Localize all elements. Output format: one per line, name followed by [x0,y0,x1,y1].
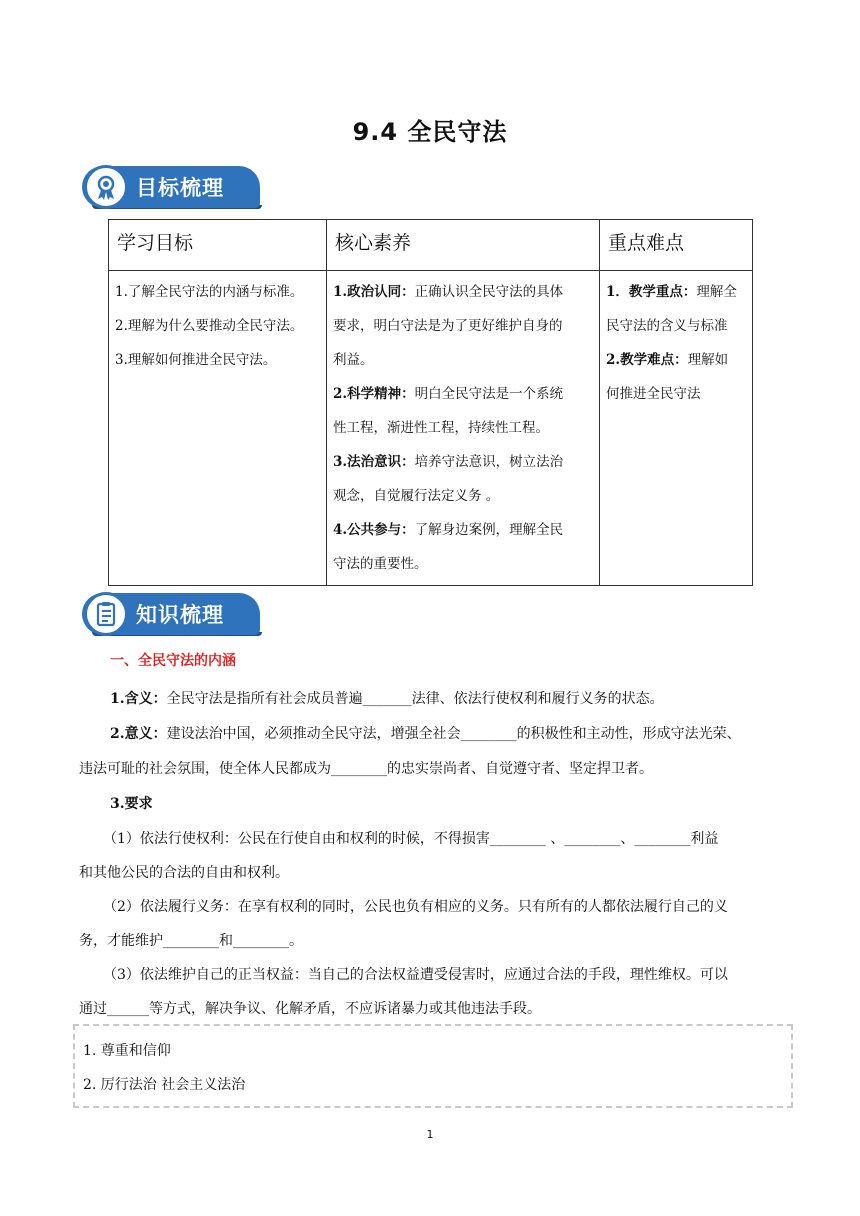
award-ribbon-icon [84,165,128,209]
key-point-label: 2.教学难点： [606,352,688,368]
requirement-3: （3）依法维护自己的正当权益：当自己的合法权益遭受侵害时，应通过合法的手段，理性维权。可以 [103,967,728,983]
paragraph-text: 全民守法是指所有社会成员普遍_______法律、依法行使权利和履行义务的状态。 [166,691,664,707]
paragraph-requirements-label [110,793,816,813]
competency-label: 4.公共参与： [333,522,415,538]
requirement-2: （2）依法履行义务：在享有权利的同时，公民也负有相应的义务。只有所有的人都依法履行自己的义 [103,899,728,915]
key-point-text: 理解如 [687,352,729,368]
competency-text: 守法的重要性。 [333,556,428,572]
answer-item: 2. 厉行法治 社会主义法治 [83,1077,246,1093]
requirement-3-cont: 通过______等方式，解决争议、化解矛盾，不应诉诸暴力或其他违法手段。 [79,1001,541,1017]
competency-text: 要求，明白守法是为了更好维护自身的 [333,318,563,334]
goal-item: 3.理解如何推进全民守法。 [115,352,277,368]
competency-label: 2.科学精神： [333,386,415,402]
section-heading: 一、全民守法的内涵 [110,653,236,669]
competency-text: 观念，自觉履行法定义务 。 [333,488,500,504]
header-core-competencies: 核心素养 [327,220,600,271]
key-point-text: 何推进全民守法 [606,386,701,402]
paragraph-label: 1.含义： [110,691,167,707]
answer-box [73,1024,793,1108]
paragraph-label: 3.要求 [110,796,153,812]
goal-item: 2.理解为什么要推动全民守法。 [115,318,304,334]
paragraph-text: 违法可耻的社会氛围，使全体人民都成为________的忠实崇尚者、自觉遵守者、坚定捍卫者。 [79,761,653,777]
competency-text: 性工程，渐进性工程，持续性工程。 [333,420,549,436]
banner-label: 知识梳理 [136,603,224,627]
header-key-points: 重点难点 [600,220,753,271]
competency-label: 3.法治意识： [333,454,415,470]
paragraph-label: 2.意义： [110,726,167,742]
key-point-label: 1．教学重点： [606,284,697,300]
learning-goals-cell [109,271,327,586]
goal-item: 1.了解全民守法的内涵与标准。 [115,284,304,300]
page-number: 1 [426,1128,434,1141]
section-banner-knowledge [82,590,262,638]
goals-table [108,219,753,586]
competency-text: 培养守法意识，树立法治 [414,454,564,470]
key-points-cell [600,271,753,586]
banner-label: 目标梳理 [136,176,224,200]
competency-text: 明白全民守法是一个系统 [414,386,564,402]
paragraph-definition [110,688,790,708]
competency-text: 正确认识全民守法的具体 [414,284,564,300]
competency-text: 利益。 [333,352,374,368]
header-learning-goals: 学习目标 [109,220,327,271]
requirement-1-cont: 和其他公民的合法的自由和权利。 [79,865,289,881]
core-competencies-cell [327,271,600,586]
requirement-2-cont: 务，才能维护________和________。 [79,933,303,949]
competency-text: 了解身边案例，理解全民 [414,522,564,538]
requirement-1: （1）依法行使权利：公民在行使自由和权利的时候，不得损害________ 、________、________利益 [103,831,719,847]
competency-label: 1.政治认同： [333,284,415,300]
paragraph-significance [110,723,790,743]
page-title: 9.4 全民守法 [352,118,508,146]
key-point-text: 理解全 [696,284,737,300]
key-point-text: 民守法的含义与标准 [606,318,728,334]
checklist-icon [84,592,128,636]
section-banner-goals [82,163,262,211]
paragraph-text: 建设法治中国，必须推动全民守法，增强全社会________的积极性和主动性，形成守法光荣、 [166,726,741,742]
answer-item: 1. 尊重和信仰 [83,1043,171,1059]
